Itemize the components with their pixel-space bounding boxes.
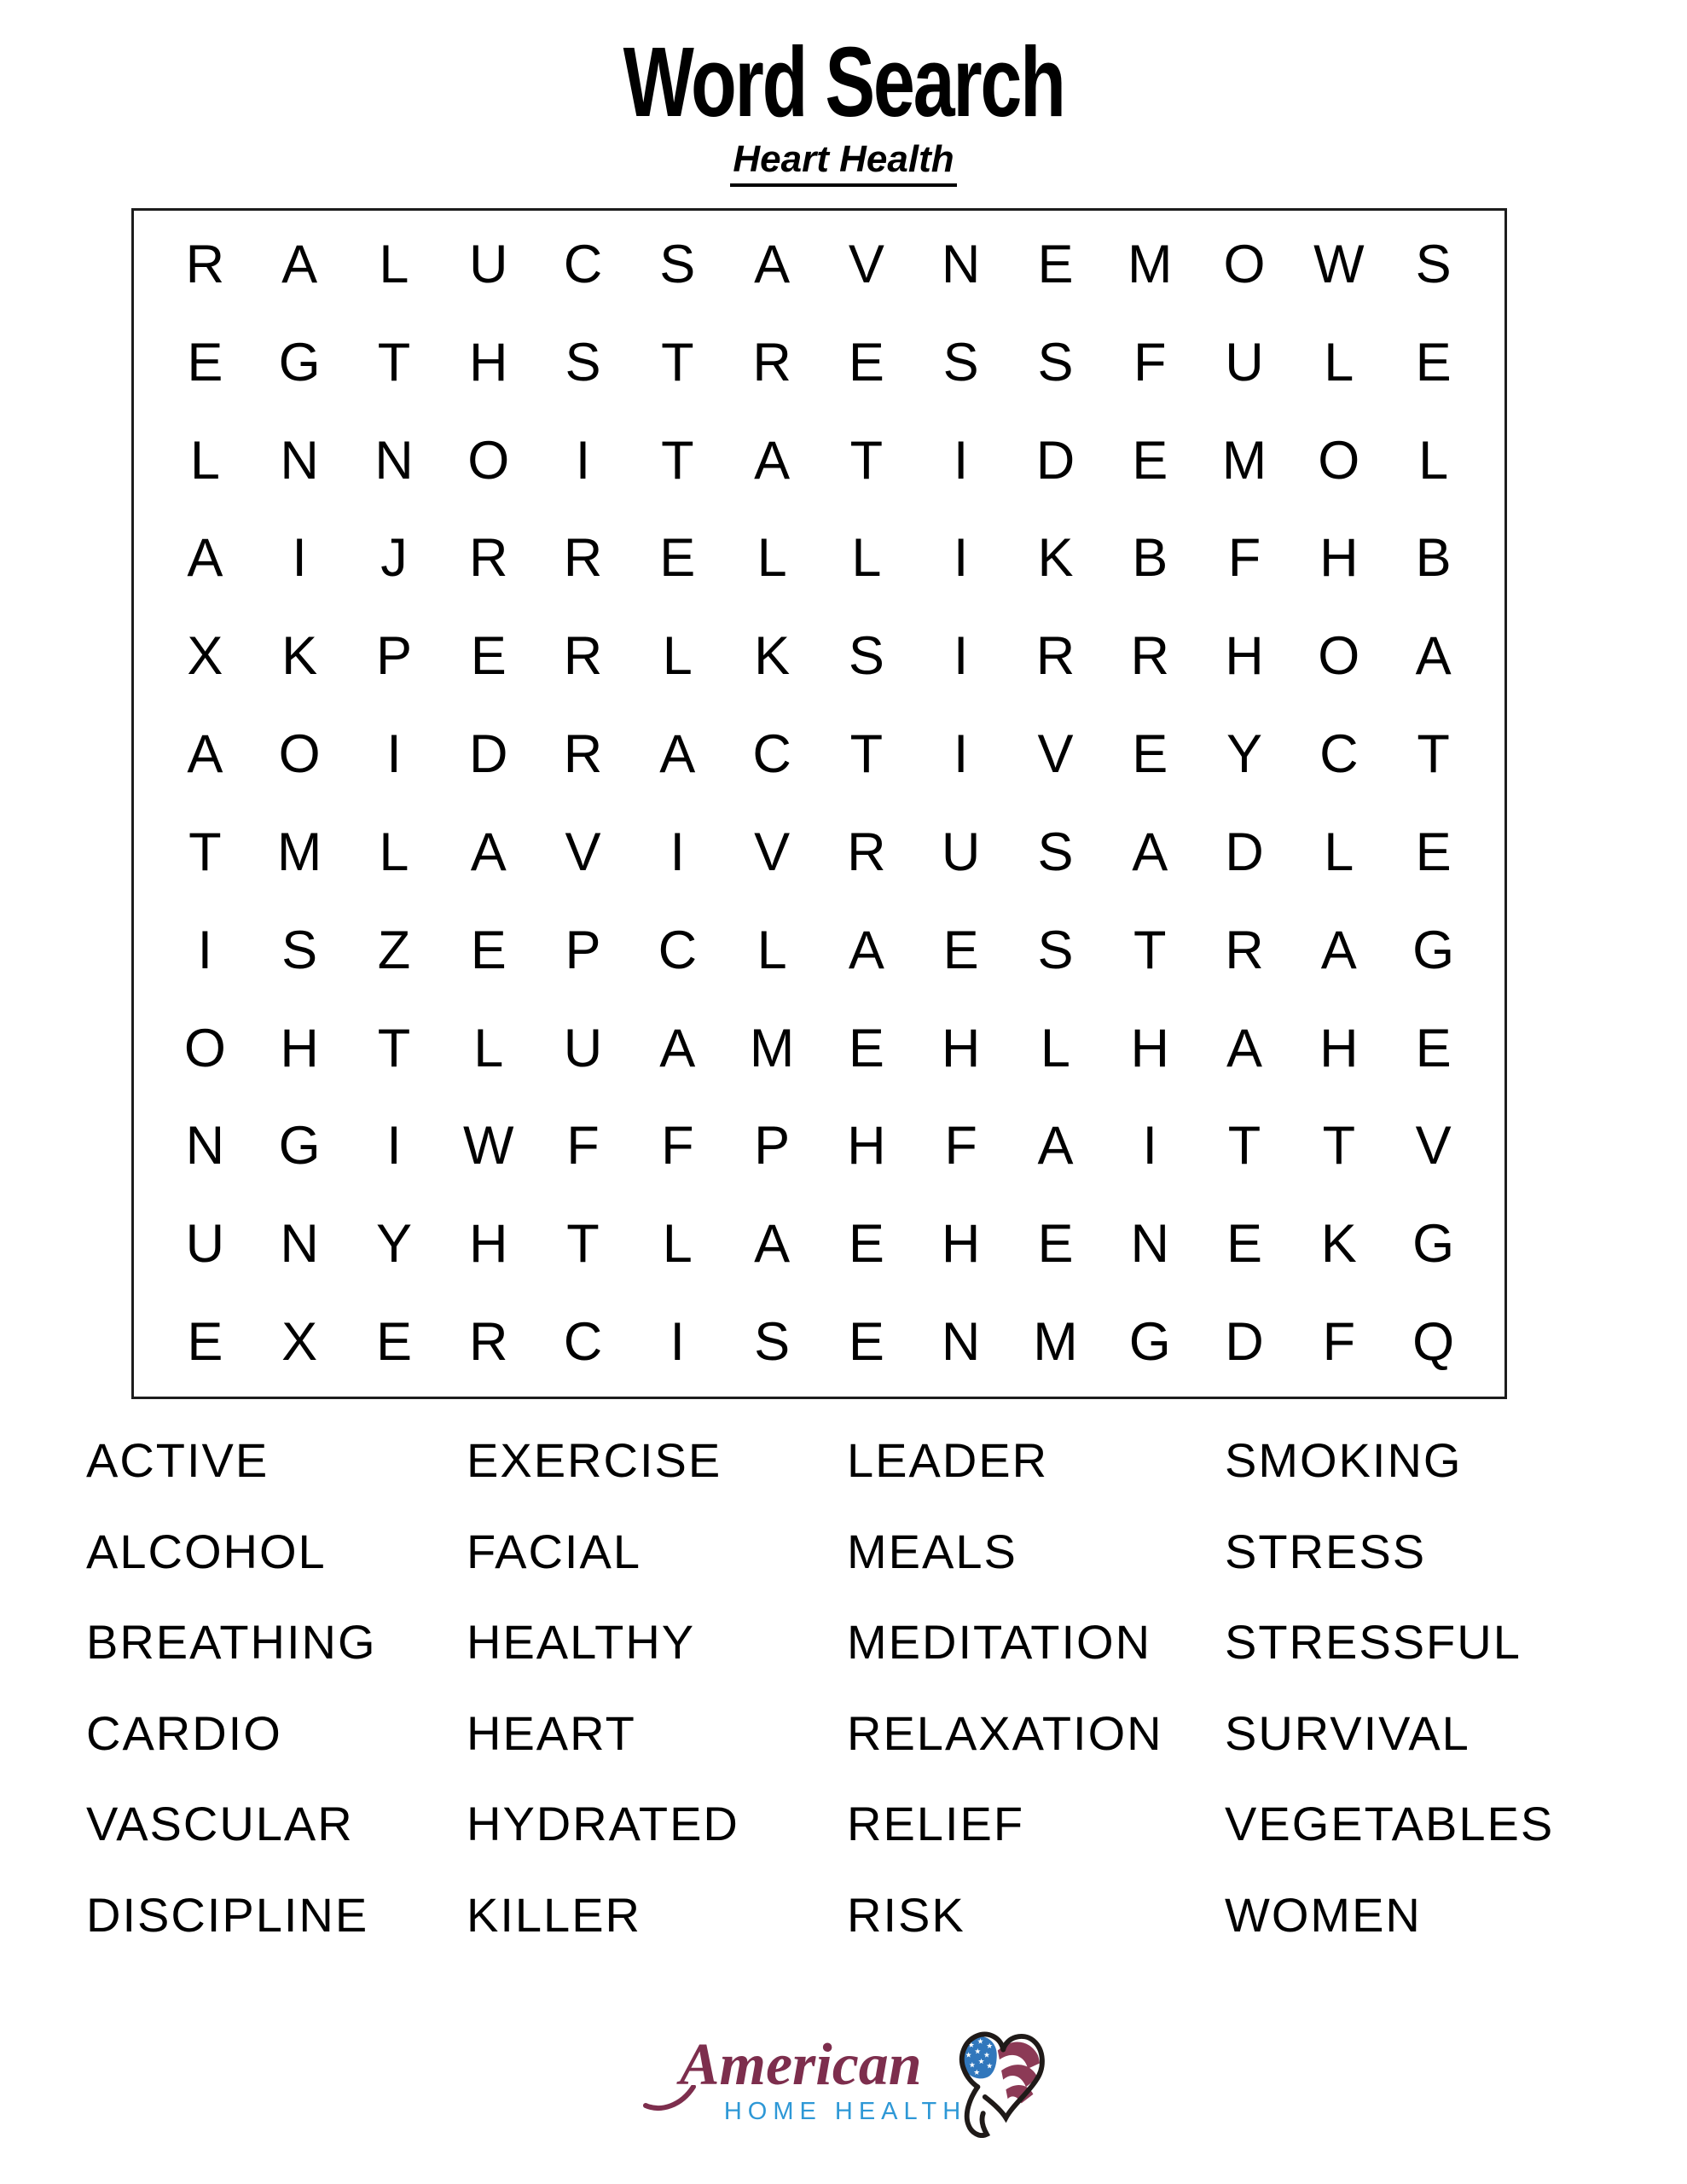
grid-cell: J <box>380 528 408 589</box>
grid-cell: K <box>1320 1214 1357 1275</box>
word-list-item: STRESS <box>1225 1524 1427 1578</box>
grid-cell: H <box>1130 1018 1169 1078</box>
letter-grid <box>131 208 1507 1399</box>
grid-cell: Y <box>375 1214 412 1275</box>
grid-cell: F <box>944 1116 977 1176</box>
grid-cell: T <box>188 822 222 882</box>
grid-cell: L <box>473 1018 504 1078</box>
grid-cell: G <box>1412 1214 1455 1275</box>
grid-cell: L <box>189 430 220 491</box>
grid-cell: E <box>942 920 979 980</box>
grid-cell: F <box>566 1116 600 1176</box>
grid-cell: G <box>1412 920 1455 980</box>
grid-cell: A <box>1415 626 1452 687</box>
grid-cell: T <box>1322 1116 1356 1176</box>
grid-cell: T <box>377 1018 411 1078</box>
grid-cell: A <box>848 920 884 980</box>
grid-cell: C <box>752 724 791 785</box>
word-list-item: ALCOHOL <box>86 1524 327 1578</box>
grid-cell: N <box>280 1214 319 1275</box>
word-list-item: SMOKING <box>1225 1433 1463 1487</box>
grid-cell: P <box>565 920 601 980</box>
grid-cell: S <box>659 234 696 294</box>
grid-cell: E <box>1415 332 1452 392</box>
grid-cell: I <box>386 1116 402 1176</box>
grid-cell: T <box>1417 724 1450 785</box>
grid-cell: M <box>276 822 322 882</box>
grid-cell: T <box>377 332 411 392</box>
grid-cell: D <box>1225 822 1264 882</box>
puzzle-subtitle-text: Heart Health <box>730 139 956 187</box>
grid-cell: M <box>1128 234 1173 294</box>
grid-cell: R <box>563 724 603 785</box>
word-list-item: MEDITATION <box>847 1615 1152 1669</box>
grid-cell: M <box>1221 430 1267 491</box>
grid-cell: T <box>661 332 694 392</box>
brand-a-swash <box>642 2085 697 2116</box>
grid-cell: R <box>468 528 508 589</box>
american-home-health-logo <box>0 2032 1687 2138</box>
grid-cell: S <box>565 332 601 392</box>
grid-cell: I <box>386 724 402 785</box>
grid-cell: E <box>1132 430 1168 491</box>
grid-cell: S <box>1415 234 1452 294</box>
grid-cell: S <box>1037 822 1074 882</box>
grid-cell: D <box>1225 1312 1264 1373</box>
word-list-column-4 <box>1225 1415 1554 1960</box>
word-list-item: DISCIPLINE <box>86 1887 369 1942</box>
grid-cell: S <box>942 332 979 392</box>
word-list-item: VASCULAR <box>86 1797 354 1850</box>
grid-cell: E <box>1415 822 1452 882</box>
word-list-item: STRESSFUL <box>1225 1615 1522 1669</box>
grid-cell: I <box>953 528 969 589</box>
grid-cell: R <box>1035 626 1075 687</box>
grid-cell: H <box>468 332 508 392</box>
word-list-item: KILLER <box>467 1887 641 1942</box>
word-list-item: HEALTHY <box>467 1615 696 1669</box>
grid-cell: O <box>183 1018 226 1078</box>
grid-cell: E <box>1037 1214 1074 1275</box>
grid-cell: V <box>848 234 884 294</box>
word-list-item: CARDIO <box>86 1705 282 1760</box>
grid-cell: F <box>661 1116 694 1176</box>
grid-cell: R <box>468 1312 508 1373</box>
grid-cell: H <box>468 1214 508 1275</box>
grid-cell: T <box>661 430 694 491</box>
grid-cell: I <box>953 724 969 785</box>
grid-cell: E <box>659 528 696 589</box>
grid-cell: S <box>281 920 318 980</box>
grid-cell: G <box>1128 1312 1171 1373</box>
grid-cell: R <box>1130 626 1169 687</box>
grid-cell: A <box>187 724 223 785</box>
grid-cell: V <box>1415 1116 1452 1176</box>
grid-cell: Z <box>377 920 411 980</box>
grid-cell: T <box>849 430 884 491</box>
grid-cell: A <box>187 528 223 589</box>
grid-cell: C <box>563 234 603 294</box>
grid-cell: A <box>754 234 791 294</box>
page-title <box>0 26 1687 137</box>
word-list-item: SURVIVAL <box>1225 1705 1470 1760</box>
grid-cell: A <box>1226 1018 1263 1078</box>
grid-cell: U <box>563 1018 603 1078</box>
grid-cell: E <box>848 1214 884 1275</box>
grid-cell: D <box>468 724 508 785</box>
grid-cell: L <box>1324 822 1354 882</box>
grid-cell: P <box>754 1116 791 1176</box>
grid-cell: R <box>563 528 603 589</box>
grid-cell: I <box>292 528 307 589</box>
grid-cell: E <box>187 332 223 392</box>
grid-cell: I <box>670 822 686 882</box>
logo-subbrand-text: HOME HEALTH <box>723 2098 967 2125</box>
grid-cell: A <box>470 822 507 882</box>
grid-cell: E <box>848 332 884 392</box>
grid-cell: T <box>1133 920 1167 980</box>
grid-cell: E <box>1037 234 1074 294</box>
grid-cell: S <box>754 1312 791 1373</box>
grid-cell: G <box>278 1116 321 1176</box>
grid-cell: A <box>1320 920 1357 980</box>
grid-cell: I <box>1142 1116 1157 1176</box>
grid-cell: L <box>1418 430 1449 491</box>
grid-cell: I <box>670 1312 686 1373</box>
grid-cell: W <box>463 1116 514 1176</box>
grid-cell: I <box>197 920 213 980</box>
grid-cell: K <box>1037 528 1074 589</box>
grid-cell: B <box>1132 528 1168 589</box>
grid-cell: R <box>563 626 603 687</box>
grid-cell: V <box>754 822 791 882</box>
grid-cell: I <box>953 626 969 687</box>
grid-cell: O <box>278 724 321 785</box>
grid-cell: T <box>849 724 884 785</box>
word-list-item: HEART <box>467 1705 636 1760</box>
grid-cell: O <box>1223 234 1266 294</box>
grid-cell: I <box>575 430 591 491</box>
grid-cell: N <box>280 430 319 491</box>
word-list-item: LEADER <box>847 1433 1049 1487</box>
grid-cell: H <box>847 1116 886 1176</box>
grid-cell: A <box>659 724 696 785</box>
grid-cell: L <box>1324 332 1354 392</box>
grid-cell: A <box>281 234 318 294</box>
grid-cell: U <box>468 234 508 294</box>
grid-cell: F <box>1227 528 1261 589</box>
grid-cell: A <box>754 1214 791 1275</box>
word-list-item: RELIEF <box>847 1797 1025 1850</box>
grid-cell: C <box>658 920 698 980</box>
grid-cell: L <box>662 1214 693 1275</box>
grid-cell: A <box>1037 1116 1074 1176</box>
grid-cell: G <box>278 332 321 392</box>
grid-cell: X <box>281 1312 318 1373</box>
grid-cell: E <box>470 626 507 687</box>
grid-cell: U <box>941 822 981 882</box>
heart-flag-icon <box>954 2030 1046 2138</box>
grid-cell: E <box>848 1312 884 1373</box>
grid-cell: L <box>379 822 409 882</box>
grid-cell: H <box>1225 626 1264 687</box>
grid-cell: F <box>1133 332 1167 392</box>
grid-cell: O <box>1318 626 1360 687</box>
grid-cell: P <box>375 626 412 687</box>
grid-cell: Y <box>1226 724 1263 785</box>
grid-cell: K <box>281 626 318 687</box>
grid-cell: E <box>1226 1214 1263 1275</box>
word-list-item: ACTIVE <box>86 1433 270 1487</box>
word-list-item: FACIAL <box>467 1524 641 1578</box>
word-list-column-3 <box>847 1415 1163 1960</box>
word-list-item: HYDRATED <box>467 1797 739 1850</box>
grid-cell: E <box>375 1312 412 1373</box>
grid-cell: E <box>1415 1018 1452 1078</box>
grid-cell: E <box>187 1312 223 1373</box>
grid-cell: R <box>752 332 791 392</box>
grid-cell: H <box>280 1018 319 1078</box>
grid-cell: Q <box>1412 1312 1455 1373</box>
word-list-item: RISK <box>847 1887 965 1942</box>
word-list-item: VEGETABLES <box>1225 1797 1555 1850</box>
grid-cell: E <box>470 920 507 980</box>
grid-cell: L <box>851 528 882 589</box>
word-list-item: WOMEN <box>1225 1887 1422 1942</box>
grid-cell: L <box>662 626 693 687</box>
grid-cell: H <box>1319 528 1359 589</box>
grid-cell: N <box>1130 1214 1169 1275</box>
grid-cell: T <box>1227 1116 1261 1176</box>
grid-cell: C <box>563 1312 603 1373</box>
grid-cell: D <box>1035 430 1075 491</box>
word-list-column-1 <box>86 1415 377 1960</box>
grid-cell: H <box>941 1018 981 1078</box>
grid-cell: R <box>1225 920 1264 980</box>
grid-cell: U <box>185 1214 225 1275</box>
grid-cell: S <box>1037 332 1074 392</box>
grid-cell: C <box>1319 724 1359 785</box>
grid-cell: A <box>1132 822 1168 882</box>
grid-cell: T <box>566 1214 600 1275</box>
grid-cell: R <box>847 822 886 882</box>
grid-cell: B <box>1415 528 1452 589</box>
grid-cell: V <box>1037 724 1074 785</box>
grid-cell: A <box>754 430 791 491</box>
grid-cell: S <box>848 626 884 687</box>
grid-cell: L <box>757 528 787 589</box>
word-list-column-2 <box>467 1415 739 1960</box>
grid-cell: N <box>941 234 981 294</box>
grid-cell: I <box>953 430 969 491</box>
grid-cell: L <box>1040 1018 1070 1078</box>
page-title-text: Word Search <box>623 26 1064 137</box>
puzzle-subtitle <box>0 139 1687 187</box>
grid-cell: H <box>941 1214 981 1275</box>
word-list-item: EXERCISE <box>467 1433 722 1487</box>
grid-cell: L <box>757 920 787 980</box>
grid-cell: O <box>467 430 510 491</box>
word-list-item: MEALS <box>847 1524 1017 1578</box>
grid-cell: A <box>659 1018 696 1078</box>
grid-cell: N <box>185 1116 225 1176</box>
grid-cell: L <box>379 234 409 294</box>
grid-cell: M <box>749 1018 795 1078</box>
word-list-item: RELAXATION <box>847 1705 1163 1760</box>
grid-cell: O <box>1318 430 1360 491</box>
grid-cell: F <box>1322 1312 1356 1373</box>
grid-cell: M <box>1033 1312 1078 1373</box>
grid-cell: H <box>1319 1018 1359 1078</box>
grid-cell: N <box>374 430 414 491</box>
grid-cell: V <box>565 822 601 882</box>
grid-cell: W <box>1313 234 1365 294</box>
logo-text-block <box>641 2032 967 2126</box>
word-list-item: BREATHING <box>86 1615 377 1669</box>
grid-cell: U <box>1225 332 1264 392</box>
grid-cell: S <box>1037 920 1074 980</box>
logo-brand-text: American <box>679 2032 922 2098</box>
grid-cell: E <box>1132 724 1168 785</box>
grid-cell: X <box>187 626 223 687</box>
grid-cell: N <box>941 1312 981 1373</box>
grid-cell: E <box>848 1018 884 1078</box>
grid-cell: R <box>185 234 225 294</box>
grid-cell: K <box>754 626 791 687</box>
